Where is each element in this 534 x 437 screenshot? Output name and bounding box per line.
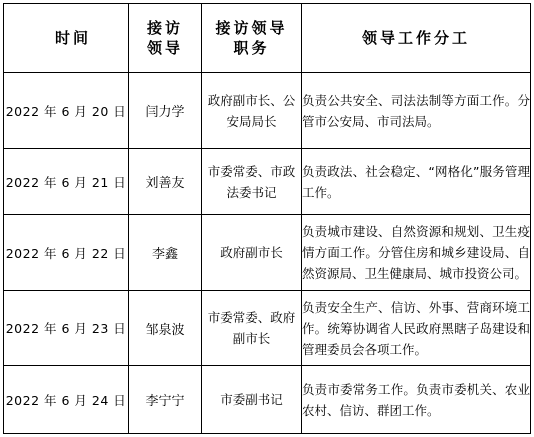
duty-cell: 负责政法、社会稳定、“网格化”服务管理工作。 [302, 149, 531, 215]
table-header-row [4, 4, 531, 73]
post-cell: 市委常委、政府副市长 [202, 291, 302, 366]
date-cell: 2022 年 6 月 20 日 [4, 73, 129, 149]
leader-cell: 李宁宁 [129, 366, 202, 434]
table-row [4, 215, 531, 291]
header-time: 时间 [4, 4, 129, 73]
leader-cell: 刘善友 [129, 149, 202, 215]
duty-cell: 负责安全生产、信访、外事、营商环境工作。统筹协调省人民政府黑瞎子岛建设和管理委员会各项工作。 [302, 291, 531, 366]
header-work: 领导工作分工 [302, 4, 531, 73]
post-cell: 政府副市长、公安局局长 [202, 73, 302, 149]
table-row [4, 366, 531, 434]
date-cell: 2022 年 6 月 24 日 [4, 366, 129, 434]
header-leader [129, 4, 202, 73]
header-post [202, 4, 302, 73]
date-cell: 2022 年 6 月 22 日 [4, 215, 129, 291]
leader-cell: 李鑫 [129, 215, 202, 291]
reception-schedule-table [3, 3, 531, 434]
header-post-line2: 职务 [233, 39, 270, 57]
duty-cell: 负责市委常务工作。负责市委机关、农业农村、信访、群团工作。 [302, 366, 531, 434]
table-row [4, 149, 531, 215]
header-leader-line2: 领导 [146, 39, 183, 57]
header-post-line1: 接访领导 [215, 19, 288, 37]
leader-cell: 邹泉波 [129, 291, 202, 366]
header-leader-line1: 接访 [146, 19, 183, 37]
duty-cell: 负责城市建设、自然资源和规划、卫生疫情方面工作。分管住房和城乡建设局、自然资源局、卫生健康局、城市投资公司。 [302, 215, 531, 291]
table-row [4, 73, 531, 149]
duty-cell: 负责公共安全、司法法制等方面工作。分管市公安局、市司法局。 [302, 73, 531, 149]
date-cell: 2022 年 6 月 23 日 [4, 291, 129, 366]
date-cell: 2022 年 6 月 21 日 [4, 149, 129, 215]
post-cell: 市委常委、市政法委书记 [202, 149, 302, 215]
post-cell: 市委副书记 [202, 366, 302, 434]
post-cell: 政府副市长 [202, 215, 302, 291]
table-row [4, 291, 531, 366]
leader-cell: 闫力学 [129, 73, 202, 149]
